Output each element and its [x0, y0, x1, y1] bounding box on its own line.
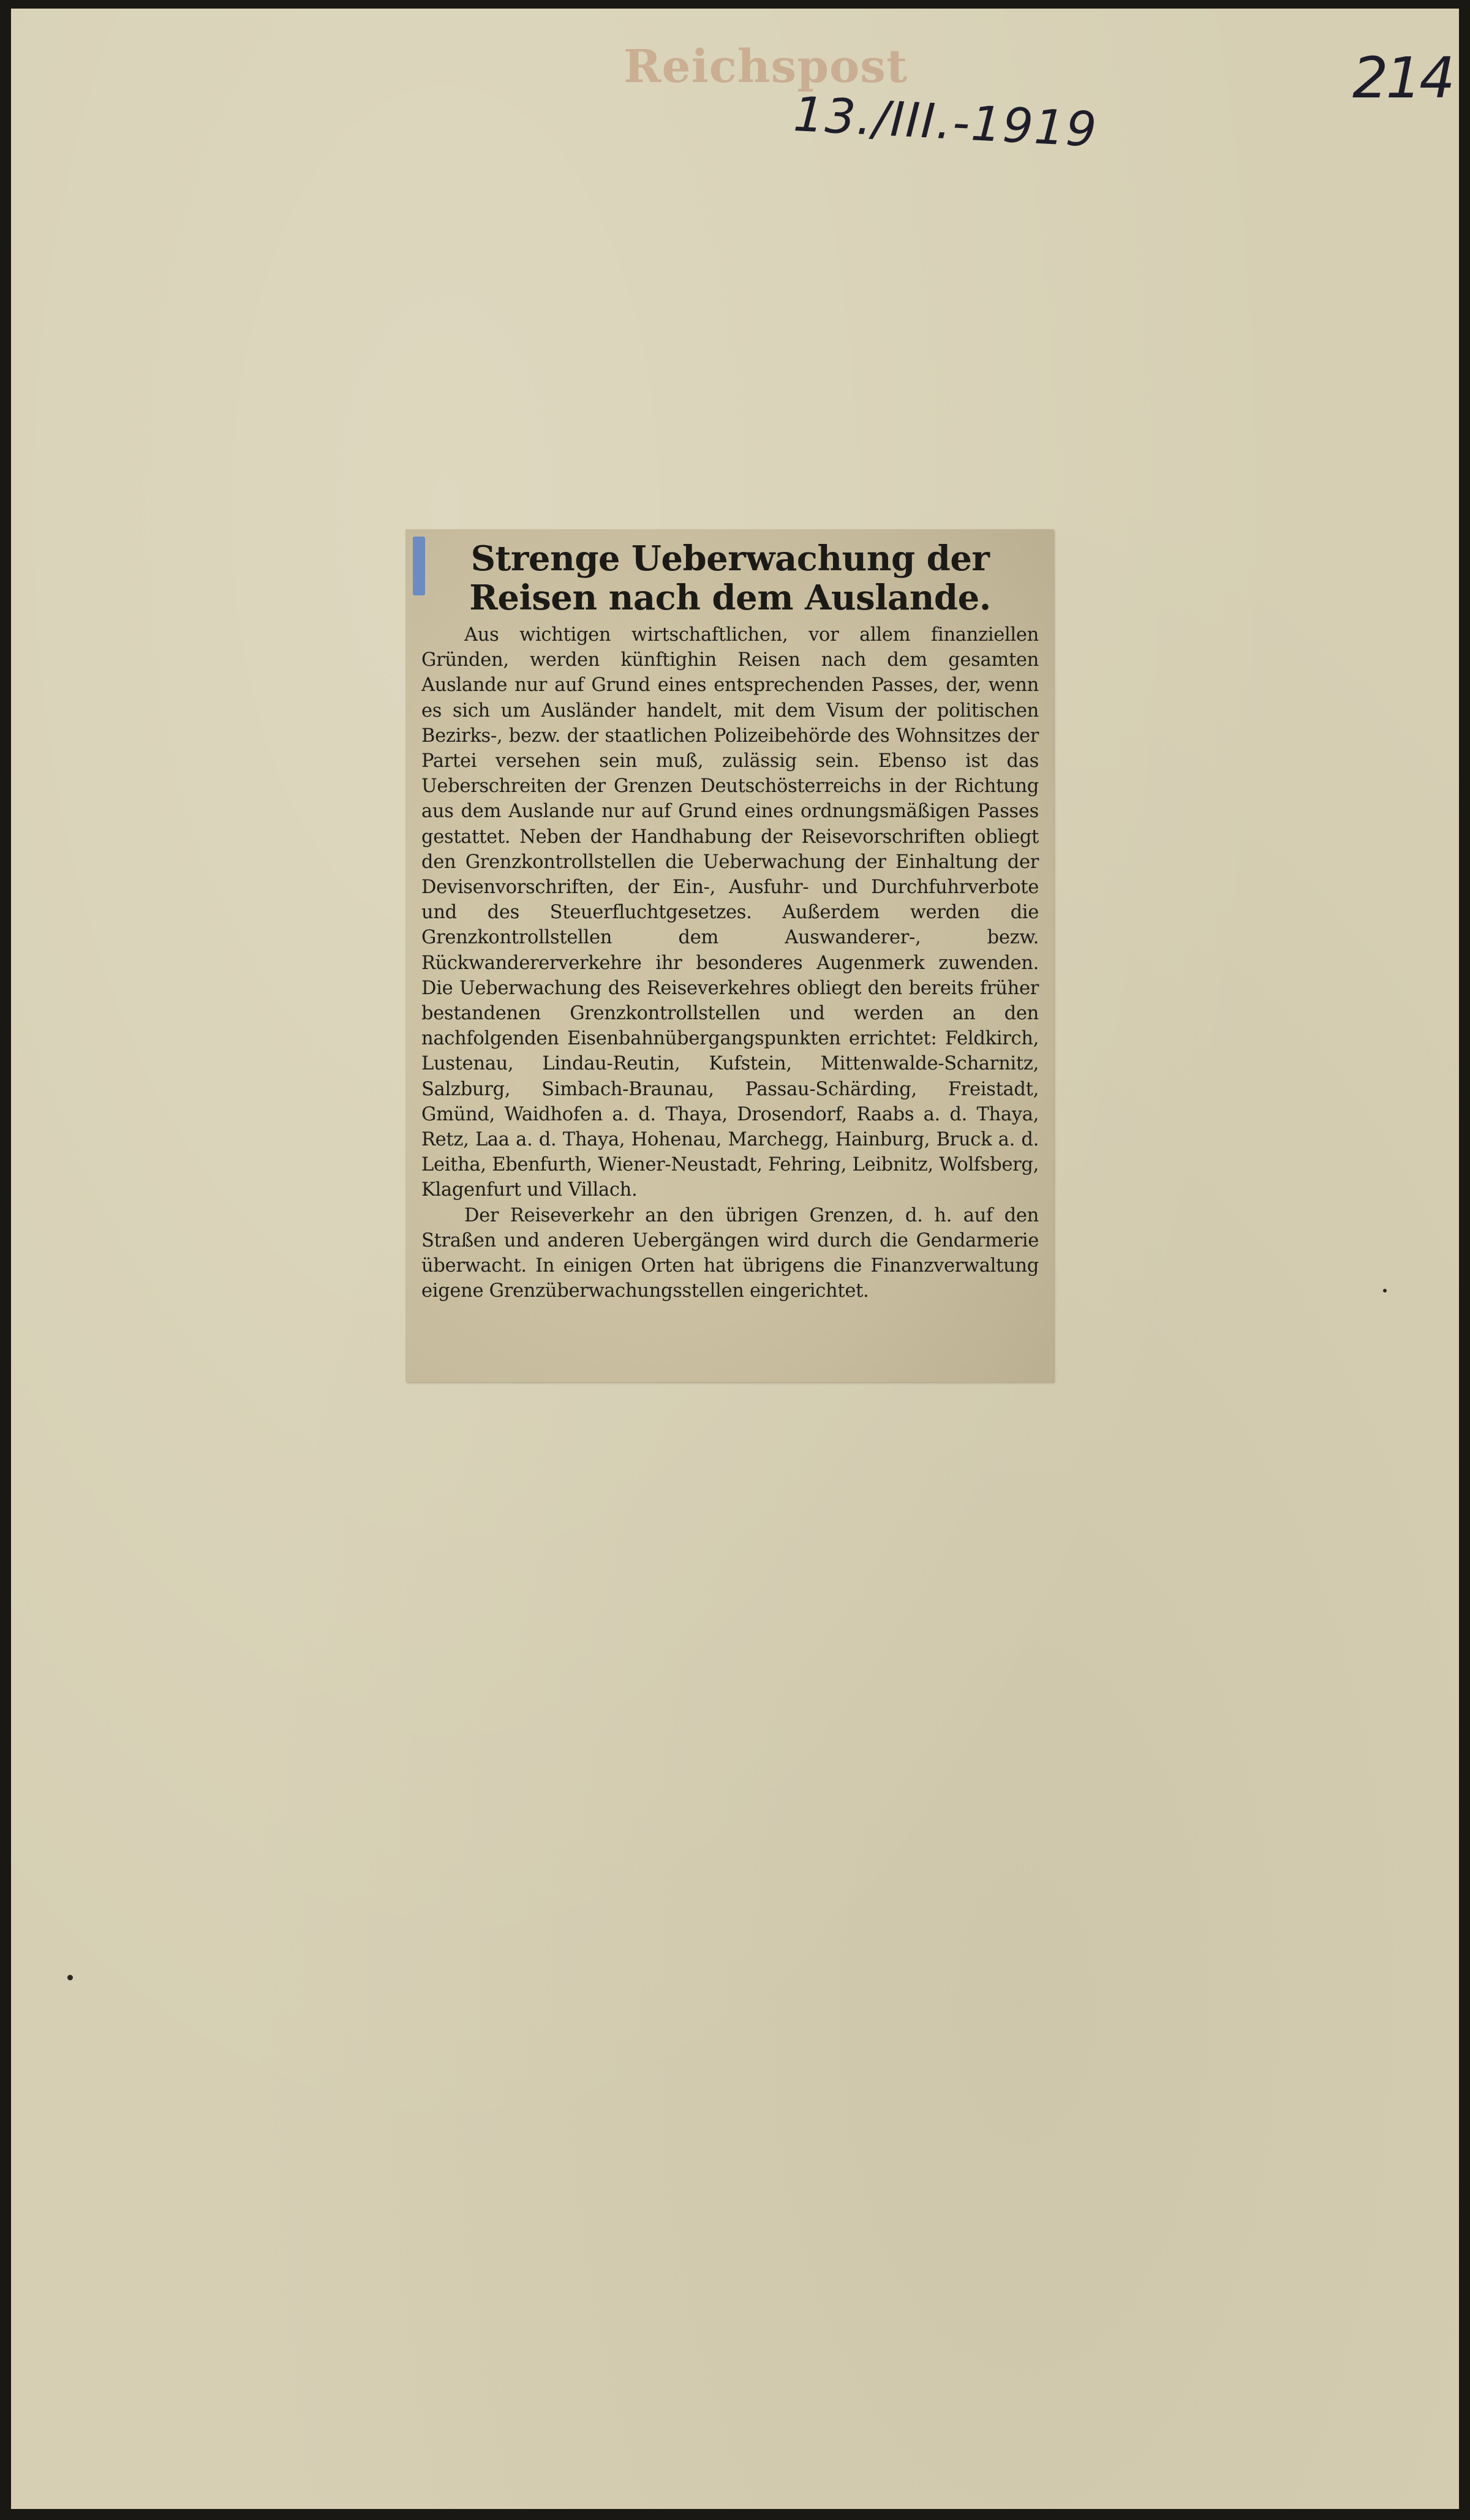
clipping-headline: Strenge Ueberwachung der Reisen nach dem Auslande.	[469, 538, 991, 618]
clipping-paragraph-2: Der Reiseverkehr an den übrigen Grenzen, d. h. auf den Straßen und anderen Uebergängen wird durch die Gendarmerie überwacht. In einigen Orten hat übrigens die Finanzverwaltung eigene Grenzüberwachungsstellen eingerichtet.	[421, 1204, 1039, 1302]
blue-pencil-mark	[413, 537, 425, 595]
paper-speck	[67, 1975, 73, 1980]
newspaper-clipping	[405, 529, 1054, 1382]
clipping-paragraph-1: Aus wichtigen wirtschaftlichen, vor allem finanziellen Gründen, werden künftighin Reisen nach dem gesamten Auslande nur auf Grund eines entsprechenden Passes, der, wenn es sich um Ausländer handelt, mit dem Visum der politischen Bezirks-, bezw. der staatlichen Polizeibehörde des Wohnsitzes der Partei versehen sein muß, zulässig sein. Ebenso ist das Ueberschreiten der Grenzen Deutschösterreichs in der Richtung aus dem Auslande nur auf Grund eines ordnungsmäßigen Passes gestattet. Neben der Handhabung der Reisevorschriften obliegt den Grenzkontrollstellen die Ueberwachung der Einhaltung der Devisenvorschriften, der Ein-, Ausfuhr- und Durchfuhrverbote und des Steuerfluchtgesetzes. Außerdem werden die Grenzkontrollstellen dem Auswanderer-, bezw. Rückwandererverkehre ihr besonderes Augenmerk zuwenden. Die Ueberwachung des Reiseverkehres obliegt den bereits früher bestandenen Grenzkontrollstellen und werden an den nachfolgenden Eisenbahnübergangspunkten errichtet: Feldkirch, Lustenau, Lindau-Reutin, Kufstein, Mittenwalde-Scharnitz, Salzburg, Simbach-Braunau, Passau-Schärding, Freistadt, Gmünd, Waidhofen a. d. Thaya, Drosendorf, Raabs a. d. Thaya, Retz, Laa a. d. Thaya, Hohenau, Marchegg, Hainburg, Bruck a. d. Leitha, Ebenfurth, Wiener-Neustadt, Fehring, Leibnitz, Wolfsberg, Klagenfurt und Villach.	[421, 624, 1039, 1201]
handwritten-date: 13./III.-1919	[792, 87, 1099, 158]
page-number: 214	[1352, 45, 1453, 111]
archive-sheet	[11, 9, 1459, 2509]
paper-speck	[1383, 1289, 1387, 1292]
publication-stamp: Reichspost	[624, 40, 908, 93]
